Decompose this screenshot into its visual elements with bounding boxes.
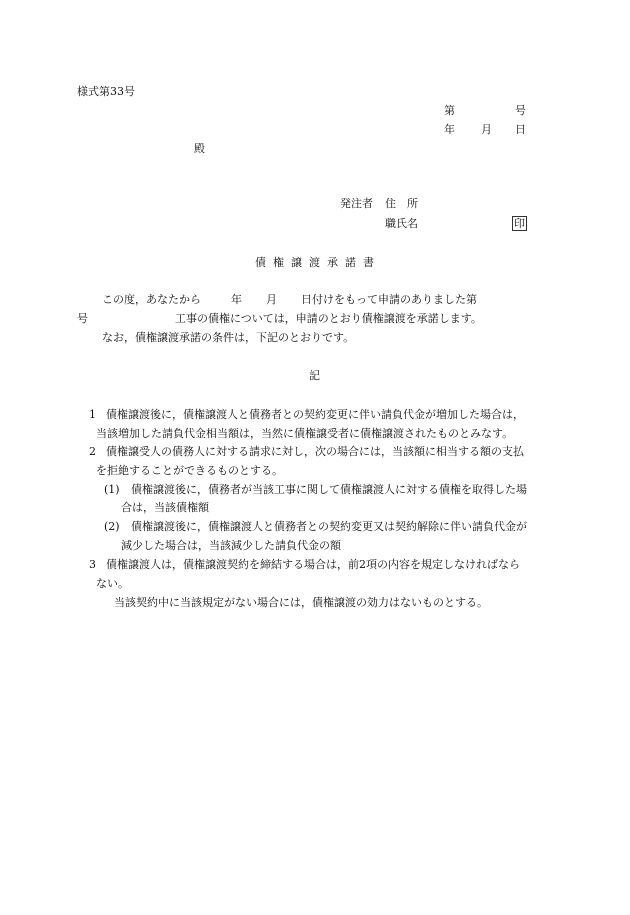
seal-mark: 印 — [514, 217, 525, 230]
body-line1-month: 月 — [266, 293, 277, 306]
body-line2-text: 工事の債権については，申請のとおり債権譲渡を承諾します。 — [175, 312, 482, 325]
sub-item-2-line1: 債権譲渡後に，債権譲渡人と債務者との契約変更又は契約解除に伴い請負代金が — [131, 520, 527, 533]
condition-3-line1: 債権譲渡人は，債権譲渡契約を締結する場合は，前2項の内容を規定しなければなら — [106, 558, 520, 571]
date-year: 年 — [444, 123, 455, 136]
doc-number-suffix: 号 — [515, 104, 526, 117]
doc-number-prefix: 第 — [444, 104, 455, 117]
ki-marker: 記 — [309, 369, 320, 382]
document-title: 債権譲渡承諾書 — [255, 256, 381, 269]
condition-1-number: 1 — [89, 408, 96, 421]
condition-3-line3: 当該契約中に当該規定がない場合には，債権譲渡の効力はないものとする。 — [114, 596, 488, 609]
body-line1-d: 日付けをもって申請のありました第 — [301, 293, 477, 306]
issuer-address-label: 住 所 — [385, 197, 418, 210]
body-line3: なお，債権譲渡承諾の条件は，下記のとおりです。 — [102, 331, 355, 344]
condition-1-line1: 債権譲渡後に，債権譲渡人と債務者との契約変更に伴い請負代金が増加した場合は， — [106, 408, 524, 421]
body-line1-a: この度，あなたから — [102, 293, 201, 306]
condition-1-line2: 当該増加した請負代金相当額は，当然に債権譲受者に債権譲渡されたものとみなす。 — [96, 427, 514, 440]
sub-item-1-number: (1) — [104, 483, 120, 496]
form-number: 様式第33号 — [77, 85, 135, 98]
sub-item-1-line1: 債権譲渡後に，債務者が当該工事に関して債権譲渡人に対する債権を取得した場 — [131, 483, 527, 496]
condition-2-line1: 債権譲受人の債務人に対する請求に対し，次の場合には，当該額に相当する額の支払 — [106, 445, 524, 458]
condition-2-number: 2 — [89, 445, 96, 458]
sub-item-2-number: (2) — [104, 520, 120, 533]
sub-item-2-line2: 減少した場合は，当該減少した請負代金の額 — [121, 539, 341, 552]
issuer-name-label: 職氏名 — [385, 217, 418, 230]
body-line1-year: 年 — [231, 293, 242, 306]
body-line2-number: 号 — [77, 312, 88, 325]
date-day: 日 — [515, 123, 526, 136]
addressee-suffix: 殿 — [194, 142, 205, 155]
issuer-label: 発注者 — [340, 197, 373, 210]
sub-item-1-line2: 合は，当該債権額 — [121, 501, 209, 514]
condition-3-line2: ない。 — [96, 577, 129, 590]
condition-2-line2: を拒絶することができるものとする。 — [96, 464, 283, 477]
date-month: 月 — [481, 123, 492, 136]
condition-3-number: 3 — [89, 558, 96, 571]
